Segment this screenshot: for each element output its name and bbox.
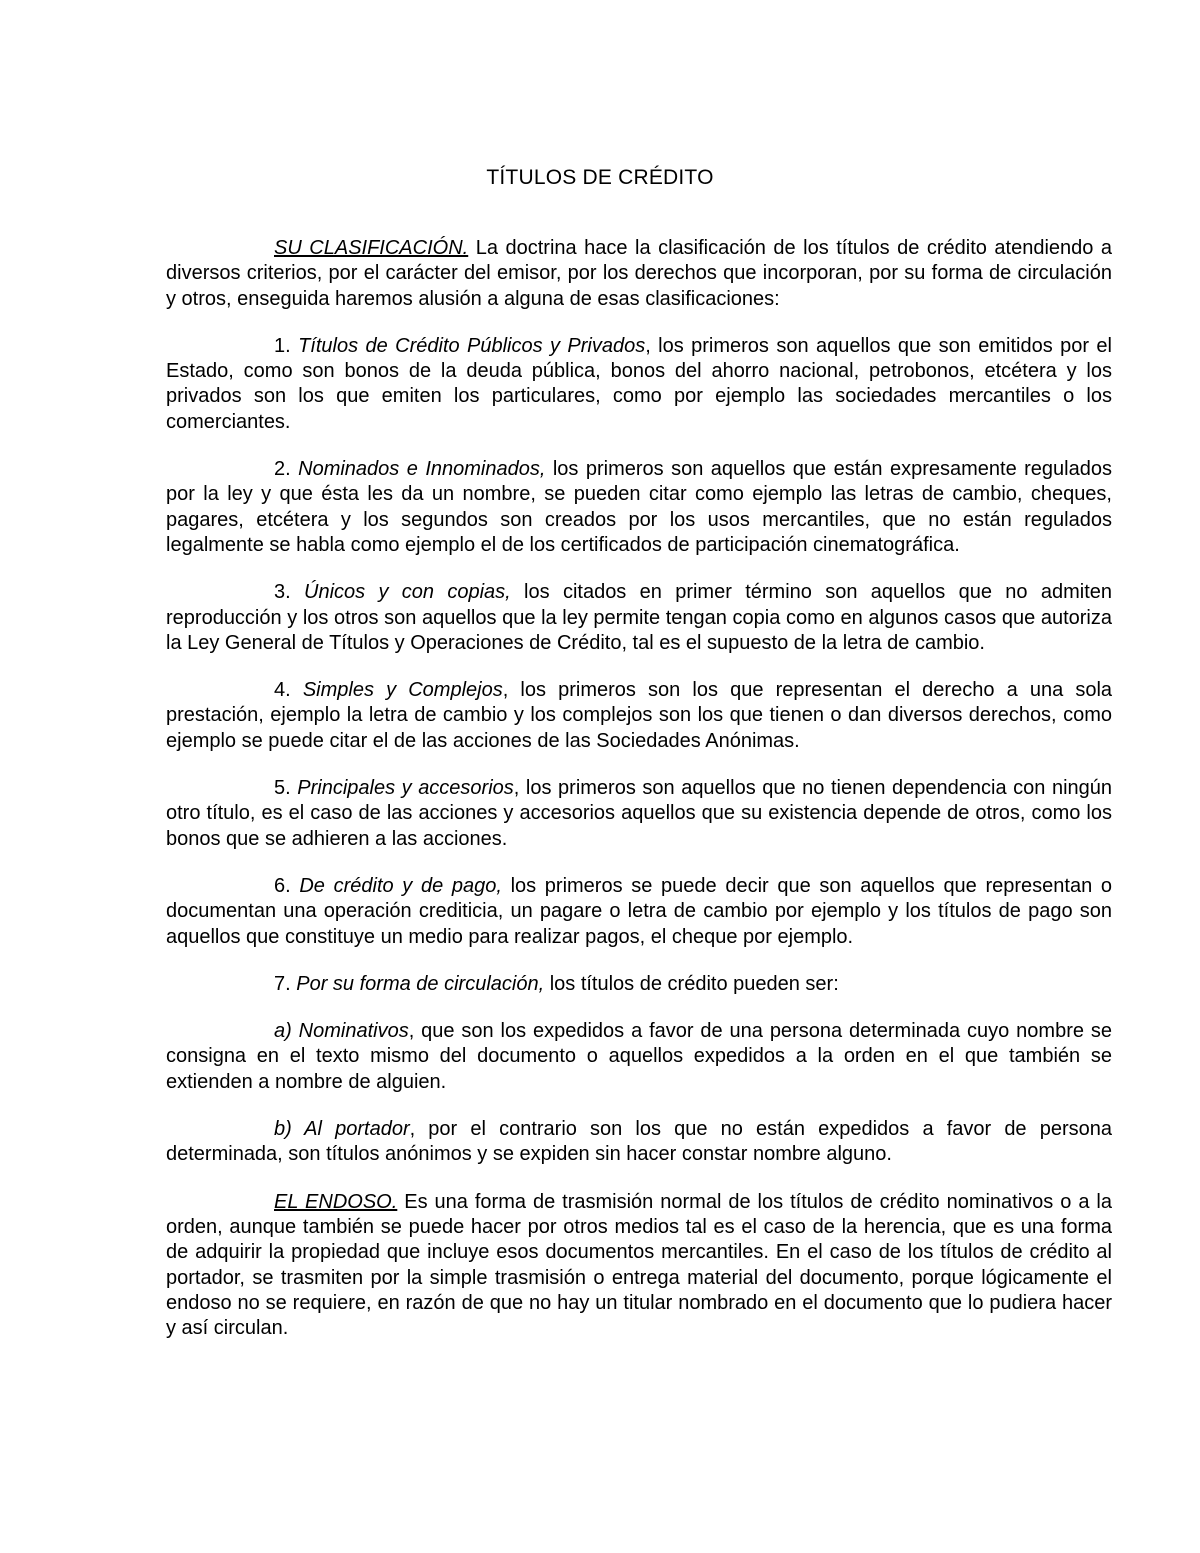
- list-item-title: Simples y Complejos: [302, 679, 503, 702]
- list-item-3: [166, 580, 1112, 656]
- list-item-text: , los primeros son los que representan el derecho a una sola prestación, ejemplo la letra de cambio y los complejos son los que tienen o dan diversos derechos, como ejemplo se puede citar el de las acciones de las Sociedades Anónimas.: [166, 679, 1113, 752]
- list-item-text: los primeros se puede decir que son aquellos que representan o documentan una operación crediticia, un pagare o letra de cambio por ejemplo y los títulos de pago son aquellos que constituye un medio para realizar pagos, el cheque por ejemplo.: [166, 874, 1112, 948]
- list-number: 4.: [274, 679, 291, 702]
- sub-item-title: a) Nominativos: [274, 1020, 409, 1043]
- sub-item-title: b) Al portador: [274, 1118, 410, 1141]
- paragraph-endoso: [166, 1190, 1112, 1342]
- list-item-1: [166, 334, 1112, 435]
- list-number: 3.: [274, 581, 291, 604]
- document-title: TÍTULOS DE CRÉDITO: [486, 166, 714, 189]
- list-item-title: Títulos de Crédito Públicos y Privados: [298, 334, 646, 357]
- list-item-title: De crédito y de pago,: [299, 874, 502, 897]
- list-item-text: los citados en primer término son aquellos que no admiten reproducción y los otros son aquellos que la ley permite tengan copia como en algunos casos que autoriza la Ley General de Títulos y Operaciones de Crédito, tal es el supuesto de la letra de cambio.: [166, 581, 1113, 654]
- list-item-text: los primeros son aquellos que están expresamente regulados por la ley y que ésta les da un nombre, se pueden citar como ejemplo las letras de cambio, cheques, pagares, etcétera y los segundos son creados por los usos mercantiles, que no están regulados legalmente se habla como ejemplo el de los certificados de participación cinematográfica.: [166, 458, 1112, 556]
- list-number: 7.: [274, 972, 291, 995]
- list-item-title: Principales y accesorios: [297, 777, 514, 800]
- list-item-text: los títulos de crédito pueden ser:: [544, 972, 839, 995]
- heading-el-endoso: EL ENDOSO.: [274, 1190, 398, 1213]
- paragraph-text: Es una forma de trasmisión normal de los títulos de crédito nominativos o a la orden, aunque también se puede hacer por otros medios tal es el caso de la herencia, que es una forma de adquirir la propiedad que incluye esos documentos mercantiles. En el caso de los títulos de crédito al portador, se trasmiten por la simple trasmisión o entrega material del documento, porque lógicamente el endoso no se requiere, en razón de que no hay un titular nombrado en el documento que lo pudiera hacer y así circulan.: [166, 1190, 1112, 1340]
- list-item-text: , los primeros son aquellos que son emitidos por el Estado, como son bonos de la deuda pública, bonos del ahorro nacional, petrobonos, etcétera y los privados son los que emiten los particulares, como por ejemplo las sociedades mercantiles o los comerciantes.: [166, 334, 1113, 433]
- sub-item-b: [166, 1117, 1112, 1168]
- list-item-title: Por su forma de circulación,: [296, 972, 545, 995]
- sub-item-text: , que son los expedidos a favor de una persona determinada cuyo nombre se consigna en el texto mismo del documento o aquellos expedidos a la orden en el que también se extienden a nombre de alguien.: [166, 1020, 1112, 1093]
- list-item-2: [166, 457, 1112, 558]
- list-number: 2.: [274, 458, 291, 481]
- list-item-7: [166, 972, 1112, 997]
- list-number: 1.: [274, 334, 291, 357]
- list-item-4: [166, 678, 1112, 754]
- paragraph-text: La doctrina hace la clasificación de los títulos de crédito atendiendo a diversos criterios, por el carácter del emisor, por los derechos que incorporan, por su forma de circulación y otros, enseguida haremos alusión a alguna de esas clasificaciones:: [166, 237, 1113, 310]
- list-item-title: Únicos y con copias,: [304, 581, 511, 604]
- list-number: 6.: [274, 874, 291, 897]
- list-item-text: , los primeros son aquellos que no tienen dependencia con ningún otro título, es el caso de las acciones y accesorios aquellos que su existencia depende de otros, como los bonos que se adhieren a las acciones.: [166, 777, 1113, 850]
- list-number: 5.: [274, 777, 291, 800]
- list-item-title: Nominados e Innominados,: [298, 458, 546, 481]
- heading-su-clasificacion: SU CLASIFICACIÓN.: [274, 237, 469, 259]
- list-item-5: [166, 776, 1112, 852]
- list-item-6: [166, 874, 1112, 950]
- paragraph-clasificacion: [166, 236, 1112, 312]
- document-body: [166, 236, 1112, 1341]
- sub-item-text: , por el contrario son los que no están expedidos a favor de persona determinada, son títulos anónimos y se expiden sin hacer constar nombre alguno.: [166, 1118, 1112, 1166]
- sub-item-a: [166, 1019, 1112, 1095]
